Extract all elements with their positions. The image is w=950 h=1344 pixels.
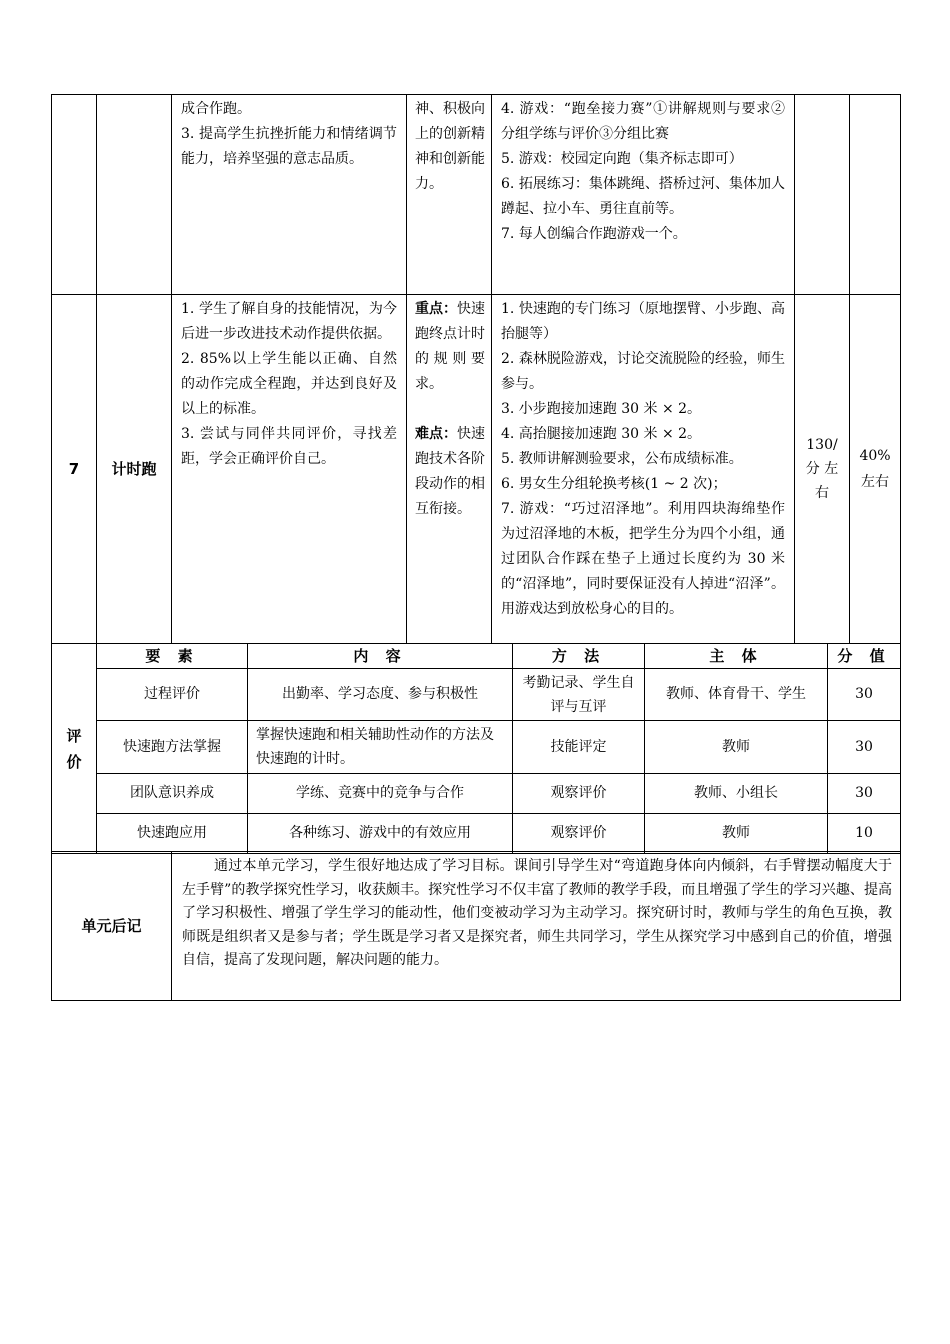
eval-method: 技能评定 xyxy=(513,721,645,774)
heart-rate-cell xyxy=(795,295,850,644)
difficulty-text: 快速跑技术各阶段动作的相互衔接。 xyxy=(415,426,485,517)
eval-method xyxy=(513,669,645,721)
lesson-plan-table xyxy=(51,94,901,644)
postscript-table xyxy=(51,851,901,1001)
lesson-focus-cell xyxy=(407,295,492,644)
goal-line: 1. 学生了解自身的技能情况，为今后进一步改进技术动作提供依据。 xyxy=(181,301,397,342)
eval-score: 30 xyxy=(828,721,901,774)
table-row xyxy=(52,669,901,721)
key-point-label: 重点： xyxy=(415,301,457,317)
density-cell xyxy=(850,295,901,644)
eval-element: 快速跑应用 xyxy=(97,814,248,854)
density-cell xyxy=(850,95,901,295)
eval-content: 出勤率、学习态度、参与积极性 xyxy=(248,669,513,721)
eval-method: 观察评价 xyxy=(513,774,645,814)
activity-line: 7. 每人创编合作跑游戏一个。 xyxy=(501,226,687,242)
key-point-text: 快速跑终点计时的规则要求。 xyxy=(415,301,485,392)
density-line: 左右 xyxy=(861,474,889,490)
difficulty-label: 难点： xyxy=(415,426,457,442)
lesson-goals-cell xyxy=(172,95,407,295)
lesson-goals-cell xyxy=(172,295,407,644)
header-subject: 主 体 xyxy=(645,644,828,669)
key-point xyxy=(415,297,485,397)
header-element: 要 素 xyxy=(97,644,248,669)
activity-line: 6. 拓展练习：集体跳绳、搭桥过河、集体加人蹲起、拉小车、勇往直前等。 xyxy=(501,176,785,217)
activity-line: 7. 游戏：“巧过沼泽地”。利用四块海绵垫作为过沼泽地的木板，把学生分为四个小组，通过团队合作踩在垫子上通过长度约为 30 米的“沼泽地”，同时要保证没有人掉进“沼泽”。用游戏达到放松身心的目的。 xyxy=(501,501,785,617)
density-line: 40% xyxy=(859,448,891,464)
eval-element: 快速跑方法掌握 xyxy=(97,721,248,774)
eval-subject: 教师、体育骨干、学生 xyxy=(645,669,828,721)
evaluation-label: 评价 xyxy=(66,726,82,771)
goal-line: 3. 尝试与同伴共同评价，寻找差距，学会正确评价自己。 xyxy=(181,426,397,467)
activity-line: 6. 男女生分组轮换考核(1 ~ 2 次)； xyxy=(501,476,727,492)
eval-method-text: 考勤记录、学生自评与互评 xyxy=(522,674,635,715)
eval-subject: 教师 xyxy=(645,721,828,774)
eval-content-text: 掌握快速跑和相关辅助性动作的方法及快速跑的计时。 xyxy=(256,727,494,767)
table-row xyxy=(52,774,901,814)
table-row xyxy=(52,295,901,644)
heart-rate-cell xyxy=(795,95,850,295)
lesson-topic-cell xyxy=(97,95,172,295)
evaluation-table xyxy=(51,643,901,854)
table-row xyxy=(52,95,901,295)
activity-line: 2. 森林脱险游戏，讨论交流脱险的经验，师生参与。 xyxy=(501,351,785,392)
header-method: 方 法 xyxy=(513,644,645,669)
heart-rate-line: 分 左 xyxy=(805,461,839,477)
eval-subject: 教师、小组长 xyxy=(645,774,828,814)
eval-score: 30 xyxy=(828,774,901,814)
lesson-activities-cell xyxy=(492,295,795,644)
goal-line: 2. 85%以上学生能以正确、自然的动作完成全程跑，并达到良好及以上的标准。 xyxy=(181,351,397,417)
goal-line: 成合作跑。 xyxy=(181,101,251,117)
evaluation-label-cell xyxy=(52,644,97,854)
eval-content: 各种练习、游戏中的有效应用 xyxy=(248,814,513,854)
activity-line: 5. 游戏：校园定向跑（集齐标志即可） xyxy=(501,151,743,167)
lesson-focus-cell xyxy=(407,95,492,295)
eval-element: 团队意识养成 xyxy=(97,774,248,814)
lesson-activities-cell xyxy=(492,95,795,295)
goal-line: 3. 提高学生抗挫折能力和情绪调节能力，培养坚强的意志品质。 xyxy=(181,126,397,167)
eval-content xyxy=(248,721,513,774)
activity-line: 1. 快速跑的专门练习（原地摆臂、小步跑、高抬腿等） xyxy=(501,301,785,342)
table-row xyxy=(52,721,901,774)
activity-line: 4. 高抬腿接加速跑 30 米 × 2。 xyxy=(501,426,702,442)
postscript-cell xyxy=(172,852,901,1001)
table-row xyxy=(52,852,901,1001)
header-score: 分 值 xyxy=(828,644,901,669)
heart-rate-line: 右 xyxy=(815,485,829,501)
eval-score: 30 xyxy=(828,669,901,721)
eval-element: 过程评价 xyxy=(97,669,248,721)
difficulty-point xyxy=(415,422,485,522)
activity-line: 5. 教师讲解测验要求，公布成绩标准。 xyxy=(501,451,743,467)
postscript-text: 通过本单元学习，学生很好地达成了学习目标。课间引导学生对“弯道跑身体向内倾斜，右手臂摆动幅度大于左手臂”的教学探究性学习，收获颇丰。探究性学习不仅丰富了教师的教学手段，而且增强了学生的学习兴趣、提高了学习积极性、增强了学生学习的能动性，他们变被动学习为主动学习。探究研讨时，教师与学生的角色互换，教师既是组织者又是参与者；学生既是学习者又是探究者，师生共同学习，学生从探究学习中感到自己的价值，增强自信，提高了发现问题，解决问题的能力。 xyxy=(182,858,892,968)
eval-score: 10 xyxy=(828,814,901,854)
focus-text: 神、积极向上的创新精神和创新能力。 xyxy=(415,101,485,192)
heart-rate-line: 130/ xyxy=(806,437,838,453)
activity-line: 4. 游戏：“跑垒接力赛”①讲解规则与要求②分组学练与评价③分组比赛 xyxy=(501,101,785,142)
activity-line: 3. 小步跑接加速跑 30 米 × 2。 xyxy=(501,401,702,417)
eval-content: 学练、竞赛中的竞争与合作 xyxy=(248,774,513,814)
lesson-number: 7 xyxy=(52,295,97,644)
eval-method: 观察评价 xyxy=(513,814,645,854)
table-row xyxy=(52,644,901,669)
postscript-label: 单元后记 xyxy=(52,852,172,1001)
lesson-number-cell xyxy=(52,95,97,295)
table-row xyxy=(52,814,901,854)
lesson-topic: 计时跑 xyxy=(97,295,172,644)
header-content: 内 容 xyxy=(248,644,513,669)
eval-subject: 教师 xyxy=(645,814,828,854)
